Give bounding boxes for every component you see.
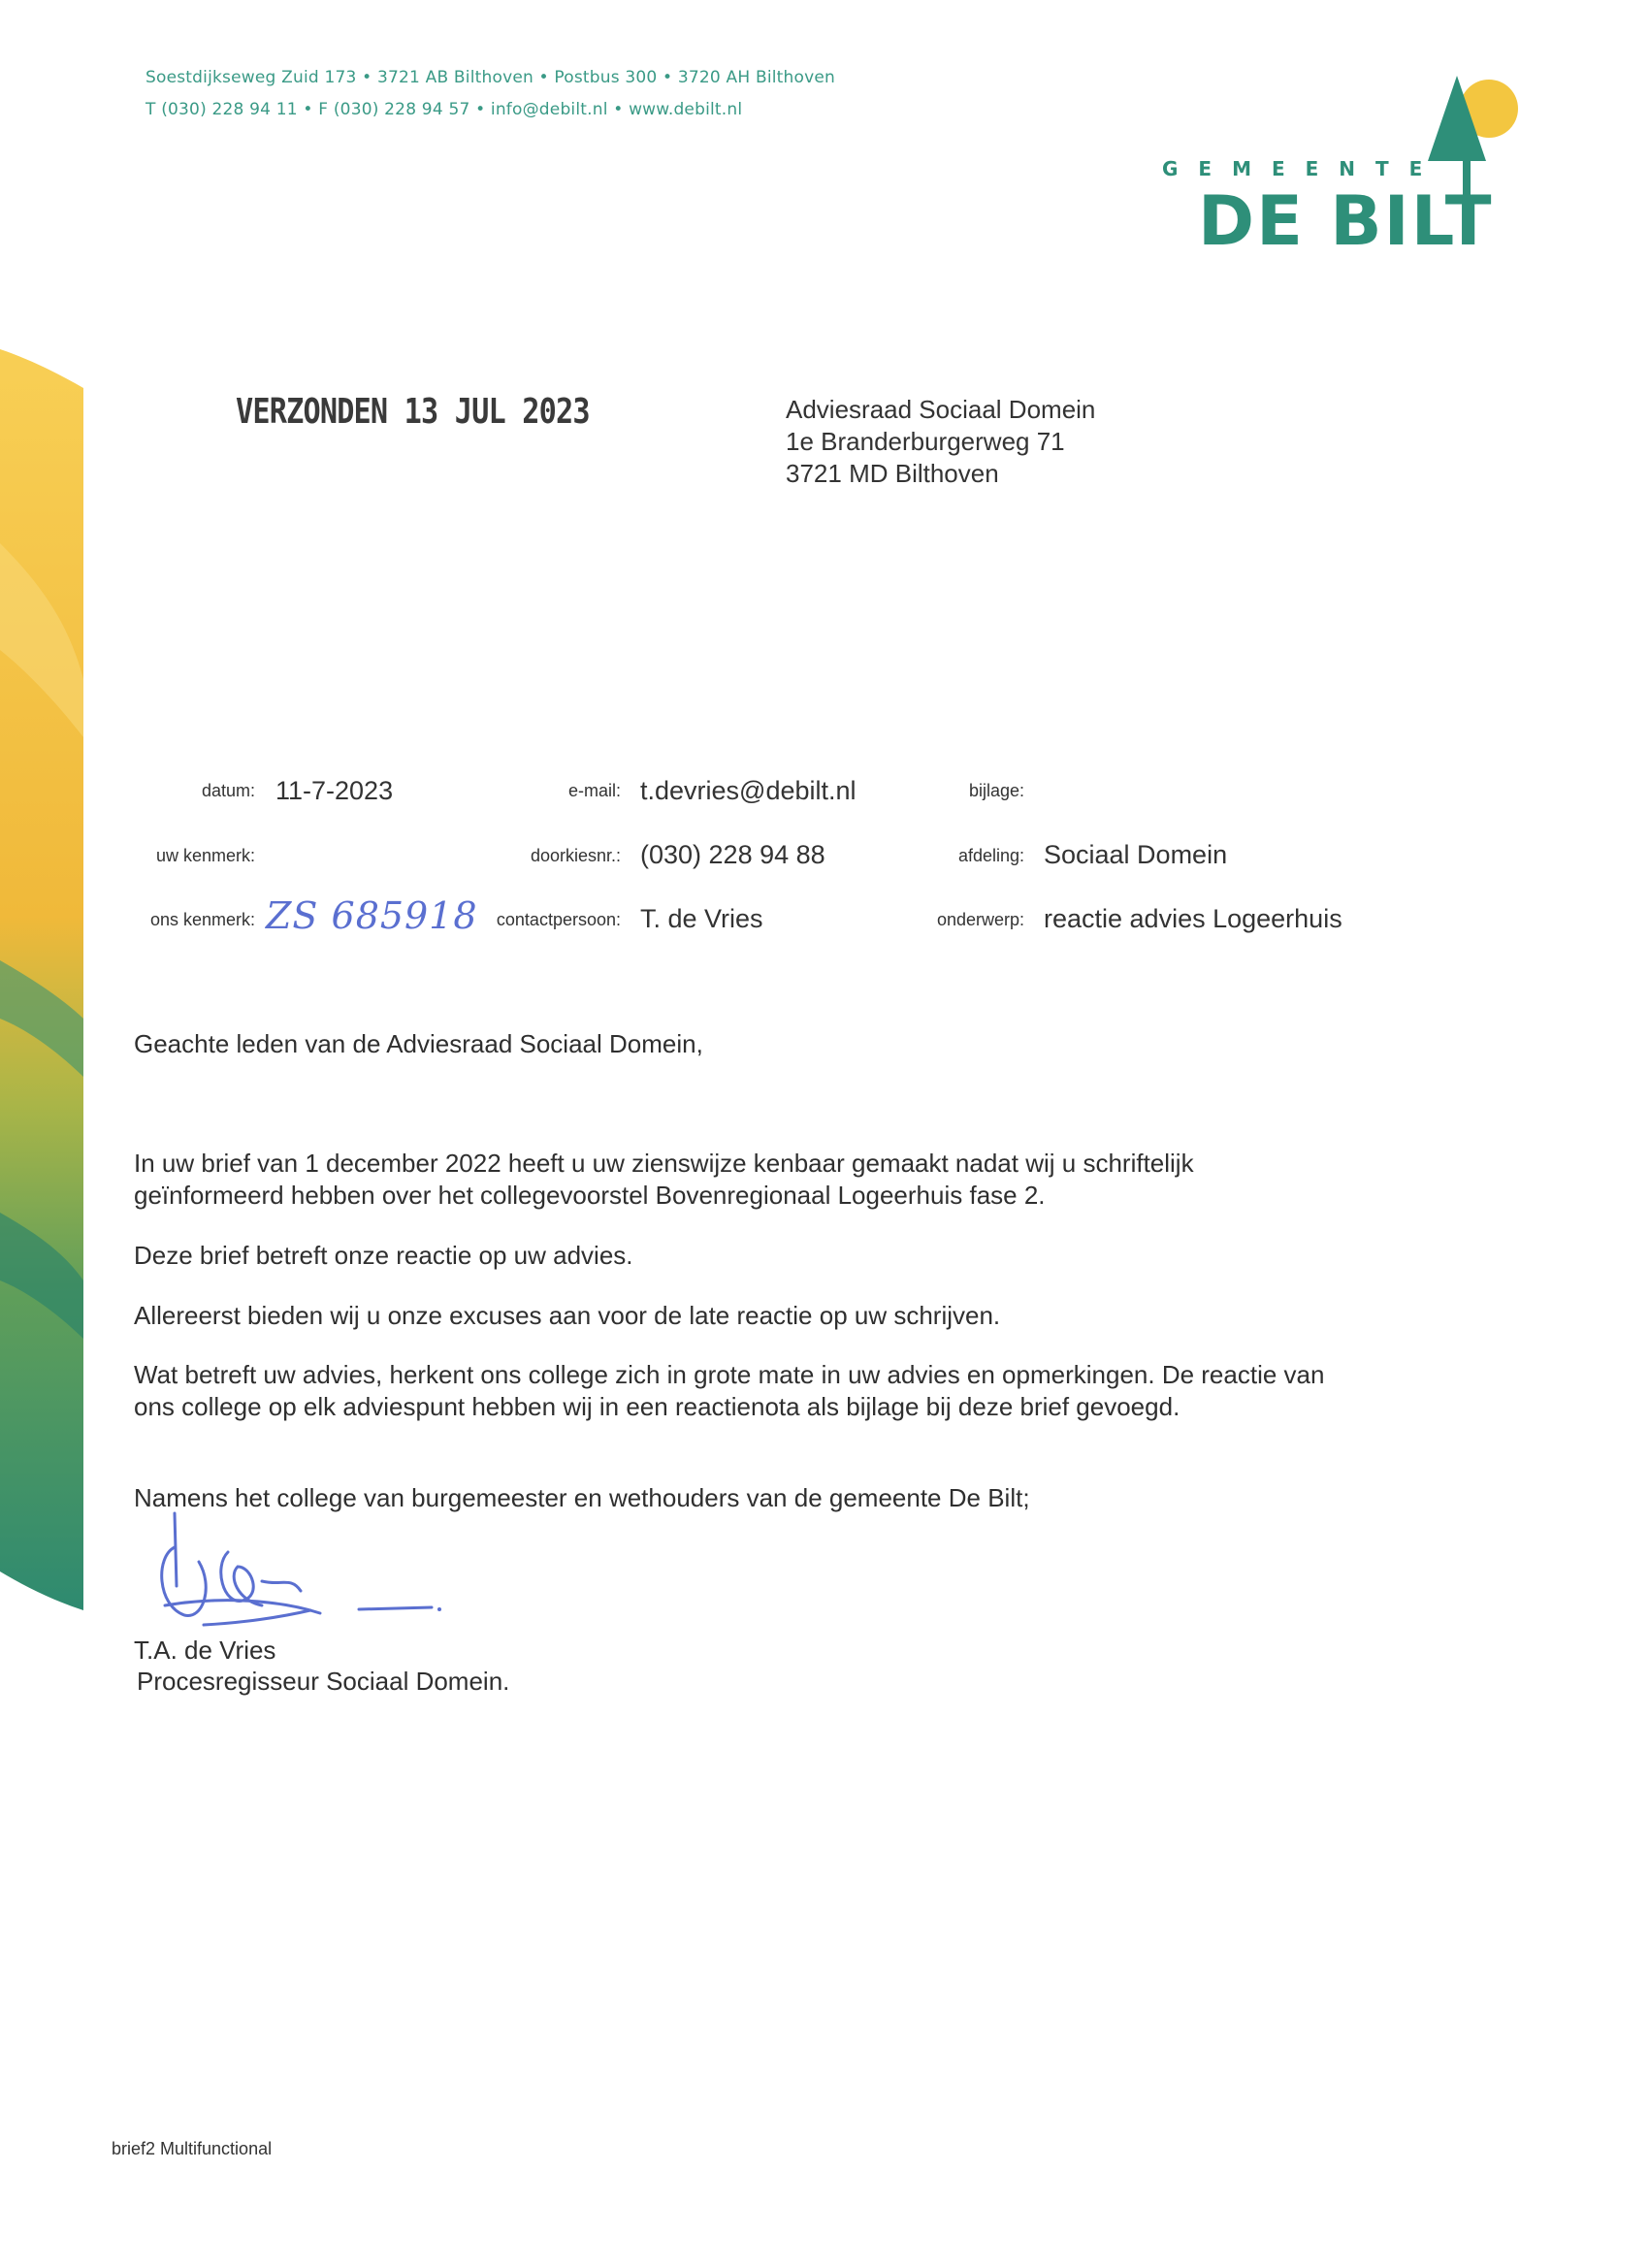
- doorkiesnr-value: (030) 228 94 88: [640, 840, 825, 869]
- signatory-title: Procesregisseur Sociaal Domein.: [137, 1667, 510, 1696]
- uw-kenmerk-label: uw kenmerk:: [155, 846, 255, 865]
- sent-stamp: VERZONDEN 13 JUL 2023: [236, 392, 590, 432]
- doorkiesnr-label: doorkiesnr.:: [530, 846, 621, 865]
- paragraph-1-line-1: In uw brief van 1 december 2022 heeft u uw zienswijze kenbaar gemaakt nadat wij u schriftelijk: [134, 1149, 1194, 1178]
- decorative-color-band: [0, 0, 97, 1649]
- contactpersoon-label: contactpersoon:: [496, 910, 621, 929]
- paragraph-4-line-2: ons college op elk adviespunt hebben wij in een reactienota als bijlage bij deze brief gevoegd.: [134, 1392, 1180, 1421]
- paragraph-1-line-2: geïnformeerd hebben over het collegevoorstel Bovenregionaal Logeerhuis fase 2.: [134, 1181, 1046, 1210]
- datum-label: datum:: [201, 781, 255, 800]
- ons-kenmerk-handwritten: ZS 685918: [266, 894, 478, 937]
- salutation: Geachte leden van de Adviesraad Sociaal Domein,: [134, 1029, 703, 1058]
- signature-scribble: [146, 1508, 456, 1644]
- logo-top-text: GEMEENTE: [1162, 157, 1443, 180]
- datum-value: 11-7-2023: [275, 776, 394, 805]
- letterhead-address: Soestdijkseweg Zuid 173 • 3721 AB Bilthoven • Postbus 300 • 3720 AH Bilthoven: [146, 68, 835, 87]
- afdeling-value: Sociaal Domein: [1044, 840, 1228, 869]
- paragraph-3: Allereerst bieden wij u onze excuses aan voor de late reactie op uw schrijven.: [134, 1301, 1001, 1330]
- letterhead-contact: T (030) 228 94 11 • F (030) 228 94 57 • info@debilt.nl • www.debilt.nl: [146, 100, 743, 119]
- paragraph-2: Deze brief betreft onze reactie op uw advies.: [134, 1241, 633, 1270]
- footer-code: brief2 Multifunctional: [112, 2139, 273, 2158]
- email-value: t.devries@debilt.nl: [640, 776, 857, 805]
- onderwerp-label: onderwerp:: [936, 910, 1024, 929]
- paragraph-4-line-1: Wat betreft uw advies, herkent ons college zich in grote mate in uw advies en opmerkingen. De reactie van: [134, 1360, 1325, 1389]
- recipient-line-1: Adviesraad Sociaal Domein: [786, 395, 1096, 424]
- signatory-name: T.A. de Vries: [134, 1636, 276, 1665]
- recipient-line-2: 1e Branderburgerweg 71: [786, 427, 1065, 456]
- recipient-line-3: 3721 MD Bilthoven: [786, 459, 999, 488]
- onderwerp-value: reactie advies Logeerhuis: [1044, 904, 1342, 933]
- closing-line: Namens het college van burgemeester en wethouders van de gemeente De Bilt;: [134, 1483, 1030, 1512]
- email-label: e-mail:: [567, 781, 621, 800]
- ons-kenmerk-label: ons kenmerk:: [149, 910, 255, 929]
- municipality-logo: [1154, 68, 1523, 262]
- logo-main-text: DE BILT: [1198, 181, 1494, 261]
- bijlage-label: bijlage:: [968, 781, 1024, 800]
- afdeling-label: afdeling:: [957, 846, 1024, 865]
- contactpersoon-value: T. de Vries: [640, 904, 763, 933]
